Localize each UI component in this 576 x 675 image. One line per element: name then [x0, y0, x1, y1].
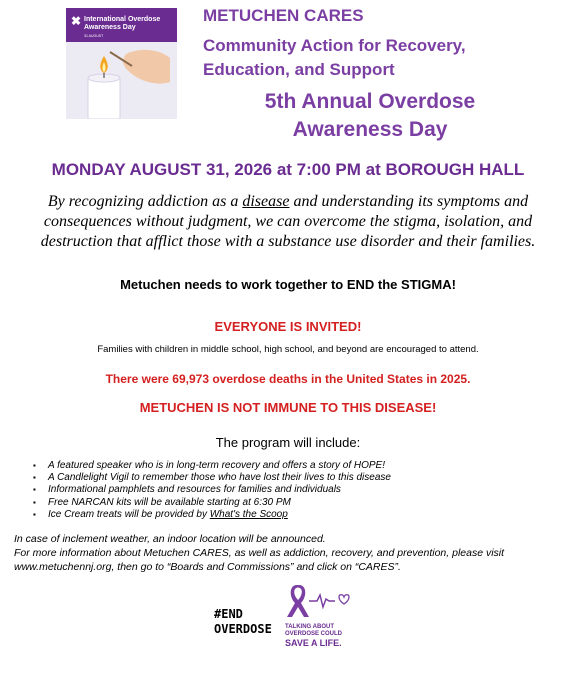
talking-about-overdose-tagline — [285, 624, 342, 649]
program-list — [30, 460, 391, 521]
candle-illustration — [66, 42, 177, 119]
tagline-line-2: Education, and Support — [203, 60, 395, 79]
talking-line-2: OVERDOSE COULD — [285, 631, 343, 637]
event-title-line-1: 5th Annual Overdose — [264, 90, 476, 113]
notes — [14, 532, 566, 574]
hashtag-line-1: #END — [214, 607, 243, 621]
list-item: ▪ A Candlelight Vigil to remember those who have lost their lives to this disease — [48, 472, 391, 484]
immune-line: METUCHEN IS NOT IMMUNE TO THIS DISEASE! — [139, 400, 437, 415]
list-item: ▪ Free NARCAN kits will be available starting at 6:30 PM — [48, 497, 391, 509]
quote-underlined-word: disease — [242, 193, 290, 210]
logo-subtitle: 31 AUGUST — [84, 34, 104, 38]
talking-line-3: SAVE A LIFE. — [285, 638, 342, 648]
mission-quote — [14, 192, 562, 252]
weather-note: In case of inclement weather, an indoor location will be announced. — [14, 533, 326, 545]
deaths-statistic: There were 69,973 overdose deaths in the United States in 2025. — [105, 372, 471, 386]
quote-part-1: By recognizing addiction as a — [47, 193, 243, 210]
info-note: For more information about Metuchen CARES, as well as addiction, recovery, and prevention, please visit www.metuchennj.org, then go to “Boards and Commissions” and click on “CARES”. — [14, 547, 505, 573]
awareness-ribbon — [283, 583, 353, 619]
stigma-line: Metuchen needs to work together to END the STIGMA! — [120, 277, 456, 292]
overdose-awareness-logo — [66, 8, 177, 119]
candle-lighting-icon — [66, 42, 177, 119]
list-item: ▪ Informational pamphlets and resources for families and individuals — [48, 484, 391, 496]
header — [203, 4, 466, 82]
whats-the-scoop-link[interactable]: What's the Scoop — [209, 508, 288, 520]
event-title-line-2: Awareness Day — [292, 118, 448, 141]
org-name: METUCHEN CARES — [203, 6, 364, 25]
hashtag-line-2: OVERDOSE — [214, 622, 272, 636]
talking-line-1: TALKING ABOUT — [285, 624, 334, 630]
event-title — [220, 88, 520, 144]
families-line: Families with children in middle school, high school, and beyond are encouraged to attend. — [97, 344, 479, 355]
list-item — [48, 509, 391, 521]
list-item-prefix: Ice Cream treats will be provided by — [48, 508, 210, 520]
logo-title: International Overdose Awareness Day — [84, 16, 161, 31]
logo-mark-icon: ✖ — [71, 14, 82, 28]
quote-part-2: and understanding its symptoms and consequences without judgment, we can overcome the stigma, isolation, and destruction that afflict those with a substance use disorder and their families. — [40, 193, 536, 250]
purple-ribbon-icon — [283, 583, 353, 619]
invited-line: EVERYONE IS INVITED! — [214, 319, 362, 334]
end-overdose-hashtag — [214, 607, 272, 637]
program-heading: The program will include: — [215, 435, 361, 450]
tagline-line-1: Community Action for Recovery, — [203, 36, 466, 55]
list-item: ▪ A featured speaker who is in long-term recovery and offers a story of HOPE! — [48, 460, 391, 472]
event-date-line: MONDAY AUGUST 31, 2026 at 7:00 PM at BOROUGH HALL — [51, 160, 525, 179]
